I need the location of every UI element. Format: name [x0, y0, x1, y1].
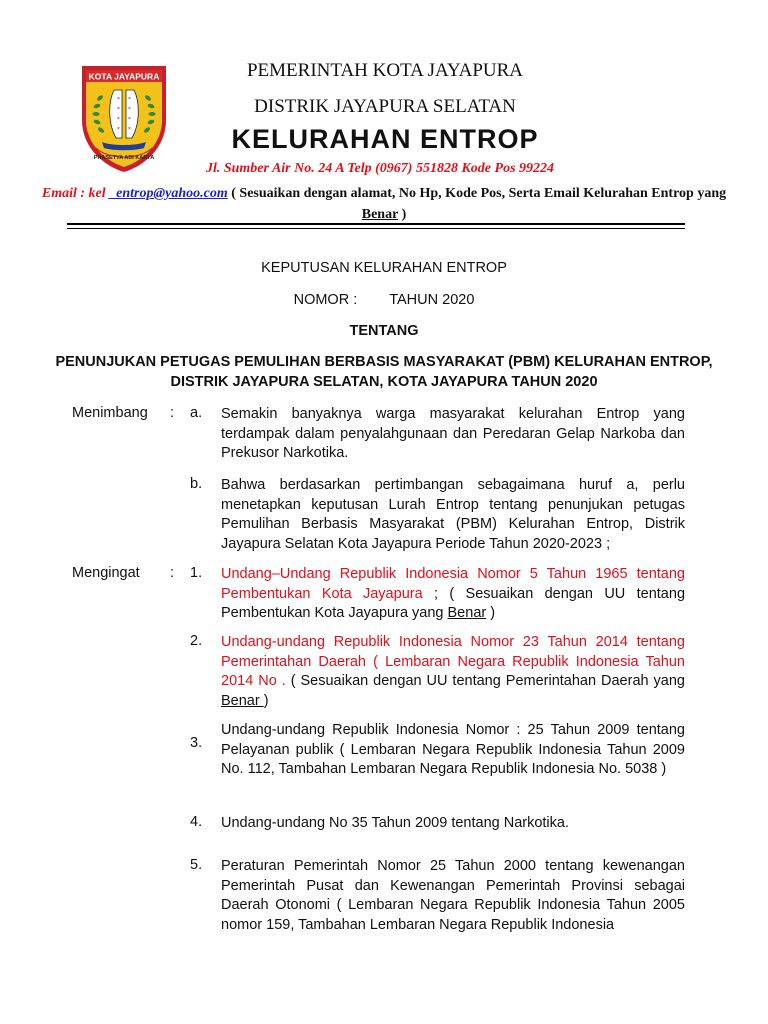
- svg-text:×: ×: [128, 96, 131, 102]
- svg-text:×: ×: [128, 116, 131, 122]
- menimbang-label: Menimbang: [72, 405, 148, 421]
- svg-text:KOTA JAYAPURA: KOTA JAYAPURA: [88, 71, 160, 82]
- svg-text:×: ×: [117, 106, 120, 112]
- menimbang-marker-b: b.: [190, 476, 203, 492]
- mengingat-marker-5: 5.: [190, 857, 203, 873]
- decree-subject: PENUNJUKAN PETUGAS PEMULIHAN BERBASIS MASYARAKAT (PBM) KELURAHAN ENTROP, DISTRIK JAYAPURA SELATAN, KOTA JAYAPURA TAHUN 2020: [55, 354, 713, 390]
- mengingat-marker-2: 2.: [190, 633, 203, 649]
- mengingat-item-4: Undang-undang No 35 Tahun 2009 tentang Narkotika.: [221, 815, 569, 831]
- header-address: Jl. Sumber Air No. 24 A Telp (0967) 551828 Kode Pos 99224: [205, 161, 555, 176]
- mengingat-marker-3: 3.: [190, 735, 203, 751]
- email-note-benar: Benar: [361, 207, 399, 222]
- menimbang-item-b: Bahwa berdasarkan pertimbangan sebagaimana huruf a, perlu menetapkan keputusan Lurah Entrop tentang penunjukan petugas Pemulihan Berbasis Masyarakat (PBM) Kelurahan Entrop, Distrik Jayapura Selatan Kota Jayapura Periode Tahun 2020-2023 ;: [221, 477, 685, 552]
- mengingat-item-3: Undang-undang Republik Indonesia Nomor : 25 Tahun 2009 tentang Pelayanan publik ( Lembaran Negara Republik Indonesia Tahun 2009 No. 112, Tambahan Lembaran Negara Republik Indonesia No. 5038 ): [221, 722, 685, 777]
- header-government: PEMERINTAH KOTA JAYAPURA: [246, 60, 523, 81]
- decree-title: KEPUTUSAN KELURAHAN ENTROP: [261, 260, 507, 276]
- header-kelurahan: KELURAHAN ENTROP: [231, 124, 539, 154]
- mengingat-marker-1: 1.: [190, 565, 203, 581]
- svg-text:×: ×: [117, 126, 120, 132]
- mengingat-item-1: Undang–Undang Republik Indonesia Nomor 5 Tahun 1965 tentang Pembentukan Kota Jayapura ; ( Sesuaikan dengan UU tentang Pembentukan Kota Jayapura yang Benar ): [221, 566, 686, 621]
- svg-text:×: ×: [117, 116, 120, 122]
- menimbang-item-a: Semakin banyaknya warga masyarakat kelurahan Entrop yang terdampak dalam penyalahgunaan dan Peredaran Gelap Narkoba dan Prekusor Narkotika.: [221, 406, 685, 461]
- svg-text:×: ×: [117, 96, 120, 102]
- header-rule-thin: [67, 228, 685, 229]
- mengingat-item-5: Peraturan Pemerintah Nomor 25 Tahun 2000 tentang kewenangan Pemerintah Pusat dan Kewenangan Pemerintah Provinsi sebagai Daerah Otonomi ( Lembaran Negara Republik Indonesia Tahun 2005 nomor 159, Tambahan Lembaran Negara Republik Indonesia: [221, 858, 685, 933]
- header-district: DISTRIK JAYAPURA SELATAN: [254, 96, 516, 117]
- header-rule-thick: [67, 223, 685, 225]
- email-link[interactable]: _entrop@yahoo.com: [109, 186, 228, 201]
- header-email-line: Email : kel _entrop@yahoo.com ( Sesuaikan dengan alamat, No Hp, Kode Pos, Serta Email Kelurahan Entrop yang Benar ): [41, 186, 727, 222]
- email-label: Email : kel: [41, 186, 106, 201]
- menimbang-marker-a: a.: [190, 405, 203, 421]
- mengingat-item-2: Undang-undang Republik Indonesia Nomor 23 Tahun 2014 tentang Pemerintahan Daerah ( Lembaran Negara Republik Indonesia Tahun 2014 No . ( Sesuaikan dengan UU tentang Pemerintahan Daerah yang Benar ): [221, 634, 685, 709]
- mengingat-marker-4: 4.: [190, 814, 203, 830]
- svg-text:PRASETYA ADI KARYA: PRASETYA ADI KARYA: [93, 155, 155, 161]
- decree-tentang: TENTANG: [349, 323, 419, 339]
- svg-text:×: ×: [128, 106, 131, 112]
- svg-text:×: ×: [128, 126, 131, 132]
- email-note: ( Sesuaikan dengan alamat, No Hp, Kode Pos, Serta Email Kelurahan Entrop yang: [227, 186, 727, 201]
- decree-number: NOMOR : TAHUN 2020: [293, 292, 475, 308]
- mengingat-label: Mengingat: [72, 565, 140, 581]
- kota-jayapura-emblem: [78, 62, 170, 174]
